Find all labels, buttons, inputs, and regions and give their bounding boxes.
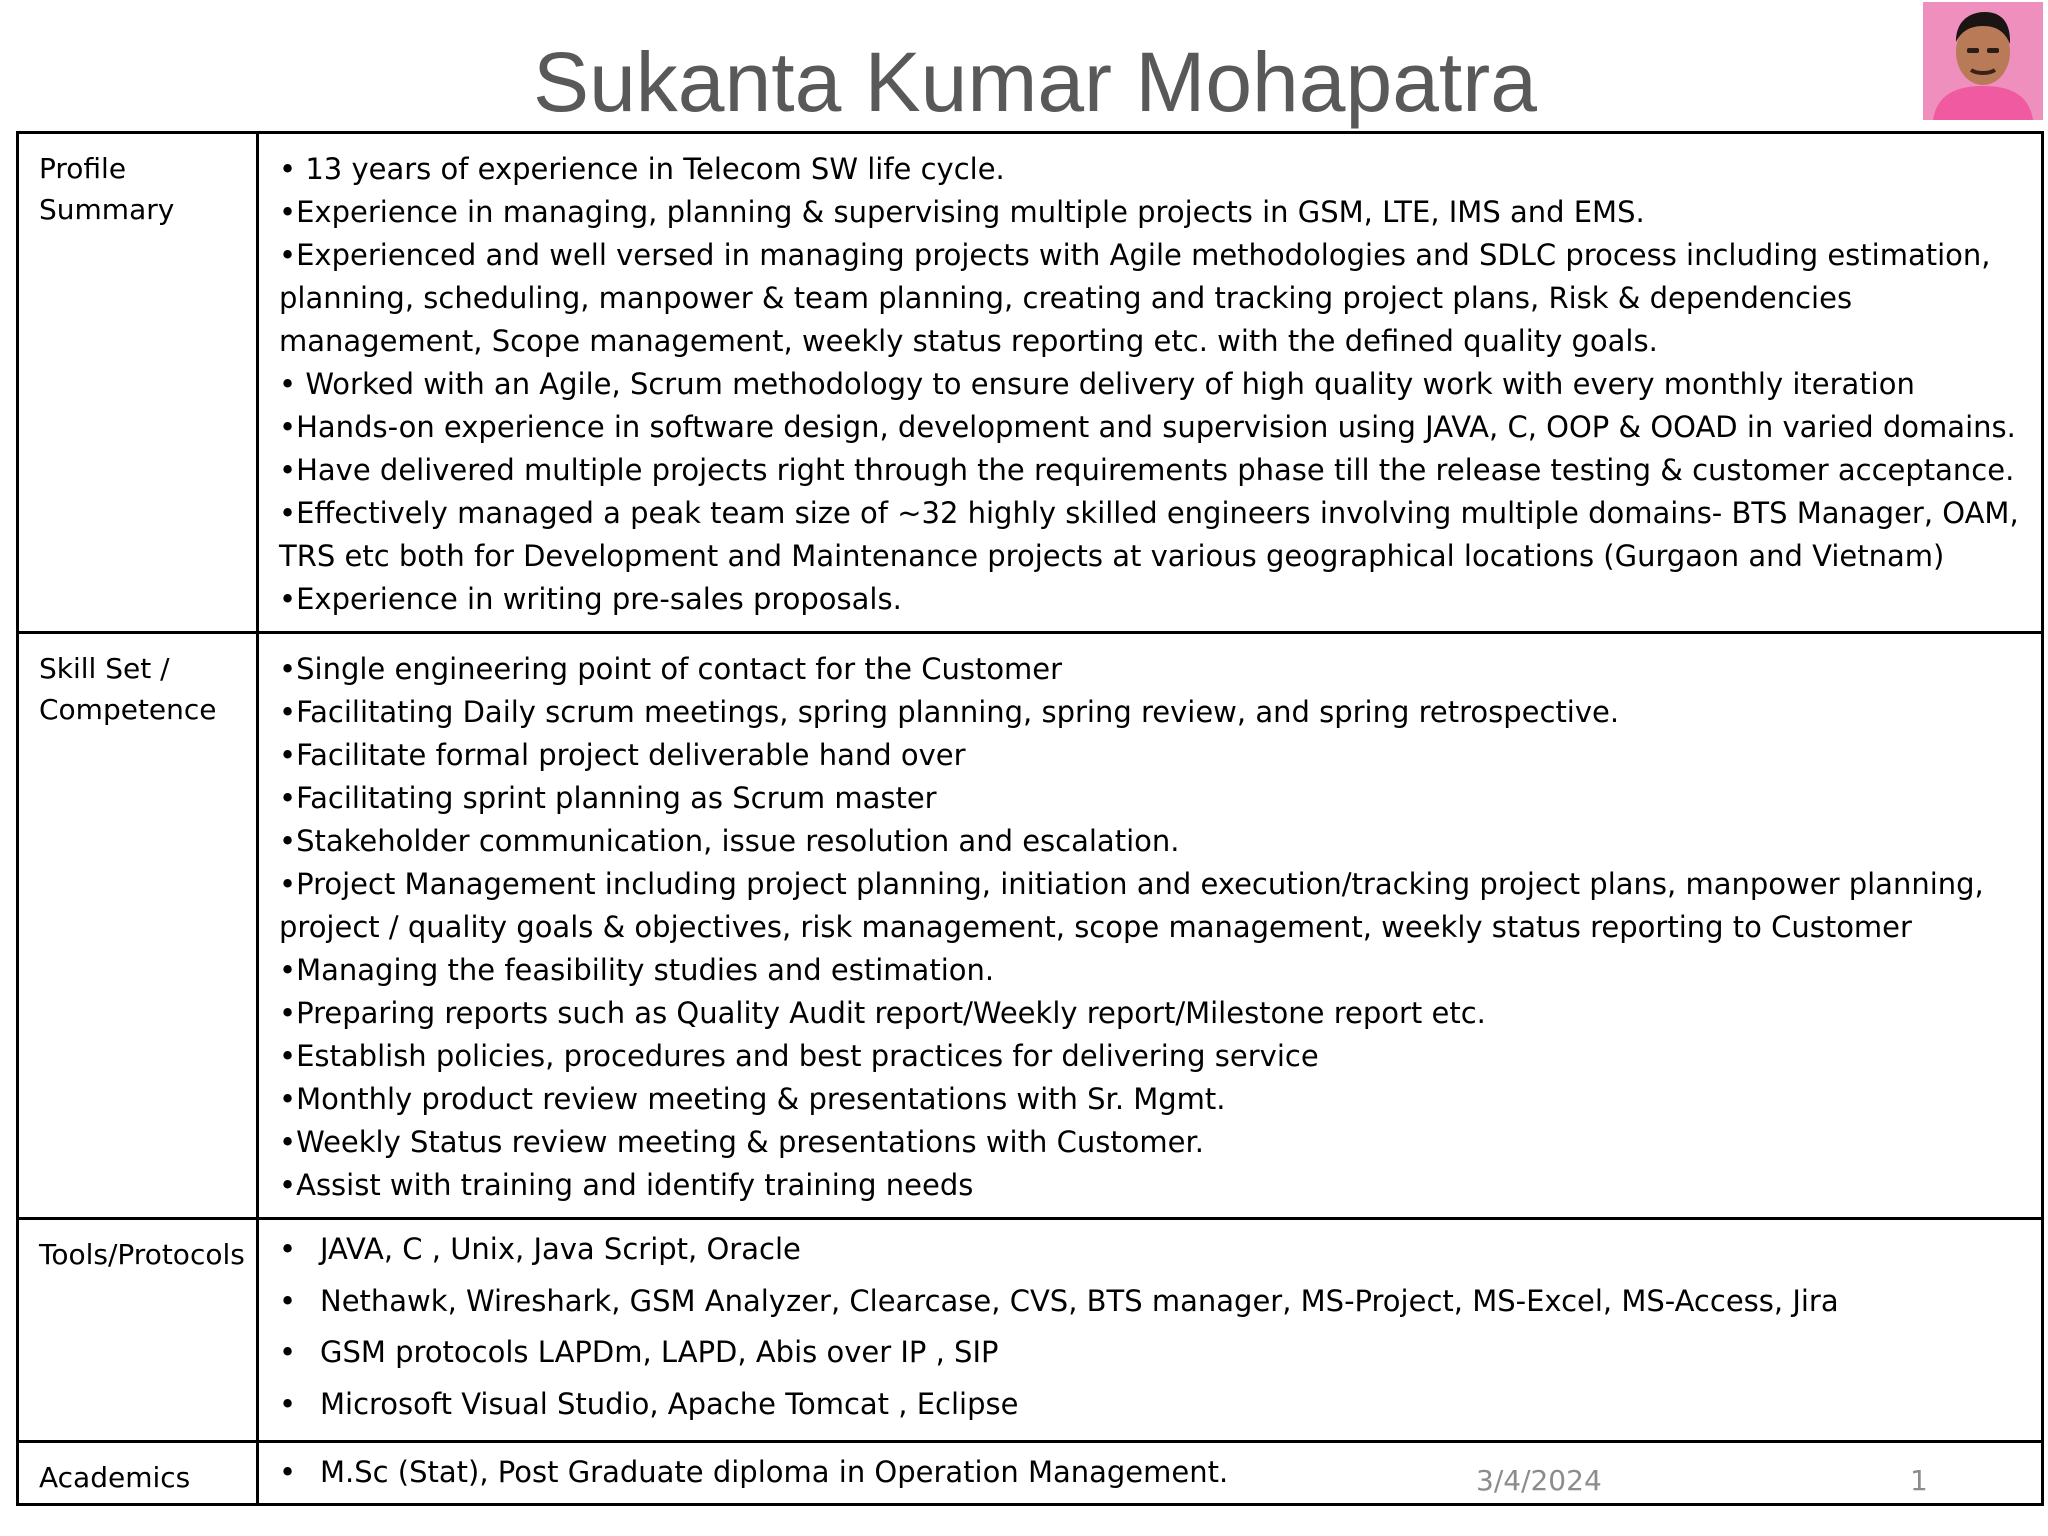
section-label: Academics	[18, 1442, 258, 1505]
list-item: •Hands-on experience in software design, development and supervision using JAVA, C, OOP & OOAD in varied domains.	[279, 410, 2016, 444]
list-item: •Preparing reports such as Quality Audit report/Weekly report/Milestone report etc.	[279, 996, 1486, 1030]
list-item: •Facilitate formal project deliverable hand over	[279, 738, 966, 772]
list-item: •Experienced and well versed in managing projects with Agile methodologies and SDLC process including estimation,	[279, 238, 1991, 272]
list-item: •Monthly product review meeting & presentations with Sr. Mgmt.	[279, 1082, 1226, 1116]
list-item: •Managing the feasibility studies and estimation.	[279, 953, 995, 987]
tools-protocols-content	[258, 1219, 2043, 1442]
list-item: •Project Management including project planning, initiation and execution/tracking project plans, manpower planning,	[279, 867, 1984, 901]
profile-summary-row	[18, 133, 2043, 633]
list-item: •Facilitating sprint planning as Scrum master	[279, 781, 937, 815]
skill-set-content	[258, 633, 2043, 1219]
list-item: project / quality goals & objectives, risk management, scope management, weekly status reporting to Customer	[279, 910, 1912, 944]
list-item	[279, 1276, 2031, 1328]
list-item-text: Nethawk, Wireshark, GSM Analyzer, Clearcase, CVS, BTS manager, MS-Project, MS-Excel, MS-Access, Jira	[320, 1283, 1839, 1318]
list-item: • 13 years of experience in Telecom SW life cycle.	[279, 152, 1005, 186]
page-title: Sukanta Kumar Mohapatra	[533, 35, 1537, 129]
list-item	[279, 1451, 2031, 1494]
list-item: TRS etc both for Development and Maintenance projects at various geographical locations (Gurgaon and Vietnam)	[279, 539, 1945, 573]
bullet-icon: •	[279, 1232, 297, 1266]
list-item: • Worked with an Agile, Scrum methodology to ensure delivery of high quality work with every monthly iteration	[279, 367, 1915, 401]
bullet-icon: •	[279, 1386, 297, 1421]
list-item-text: Microsoft Visual Studio, Apache Tomcat , Eclipse	[320, 1386, 1019, 1421]
list-item: •Assist with training and identify training needs	[279, 1168, 974, 1202]
section-label: Tools/Protocols	[18, 1219, 258, 1442]
list-item: •Stakeholder communication, issue resolution and escalation.	[279, 824, 1180, 858]
list-item: •Weekly Status review meeting & presentations with Customer.	[279, 1125, 1204, 1159]
list-item: •Effectively managed a peak team size of ~32 highly skilled engineers involving multiple domains- BTS Manager, OAM,	[279, 496, 2019, 530]
bullet-icon: •	[279, 1335, 297, 1369]
section-label: Skill Set / Competence	[18, 633, 258, 1219]
list-item: planning, scheduling, manpower & team planning, creating and tracking project plans, Risk & dependencies	[279, 281, 1853, 315]
tools-protocols-row	[18, 1219, 2043, 1442]
list-item: management, Scope management, weekly status reporting etc. with the defined quality goals.	[279, 324, 1658, 358]
skill-set-row	[18, 633, 2043, 1219]
list-item-text: GSM protocols LAPDm, LAPD, Abis over IP , SIP	[320, 1335, 999, 1369]
profile-summary-content	[258, 133, 2043, 633]
bullet-icon: •	[279, 1455, 297, 1489]
page-number: 1	[1910, 1464, 1928, 1497]
footer-date: 3/4/2024	[1476, 1464, 1602, 1497]
list-item: •Facilitating Daily scrum meetings, spring planning, spring review, and spring retrospective.	[279, 695, 1620, 729]
list-item: •Experience in writing pre-sales proposals.	[279, 582, 902, 616]
academics-row	[18, 1442, 2043, 1505]
list-item-text: M.Sc (Stat), Post Graduate diploma in Operation Management.	[320, 1455, 1229, 1489]
profile-photo	[1923, 2, 2043, 120]
list-item	[279, 1224, 2031, 1276]
list-item: •Single engineering point of contact for the Customer	[279, 652, 1063, 686]
academics-content	[258, 1442, 2043, 1505]
list-item: •Experience in managing, planning & supervising multiple projects in GSM, LTE, IMS and EMS.	[279, 195, 1645, 229]
list-item	[279, 1327, 2031, 1379]
bullet-icon: •	[279, 1283, 297, 1318]
section-label: Profile Summary	[18, 133, 258, 633]
list-item	[279, 1379, 2031, 1431]
list-item: •Have delivered multiple projects right through the requirements phase till the release testing & customer acceptance.	[279, 453, 2015, 487]
list-item: •Establish policies, procedures and best practices for delivering service	[279, 1039, 1319, 1073]
list-item-text: JAVA, C , Unix, Java Script, Oracle	[320, 1232, 801, 1266]
resume-table	[16, 131, 2044, 1506]
